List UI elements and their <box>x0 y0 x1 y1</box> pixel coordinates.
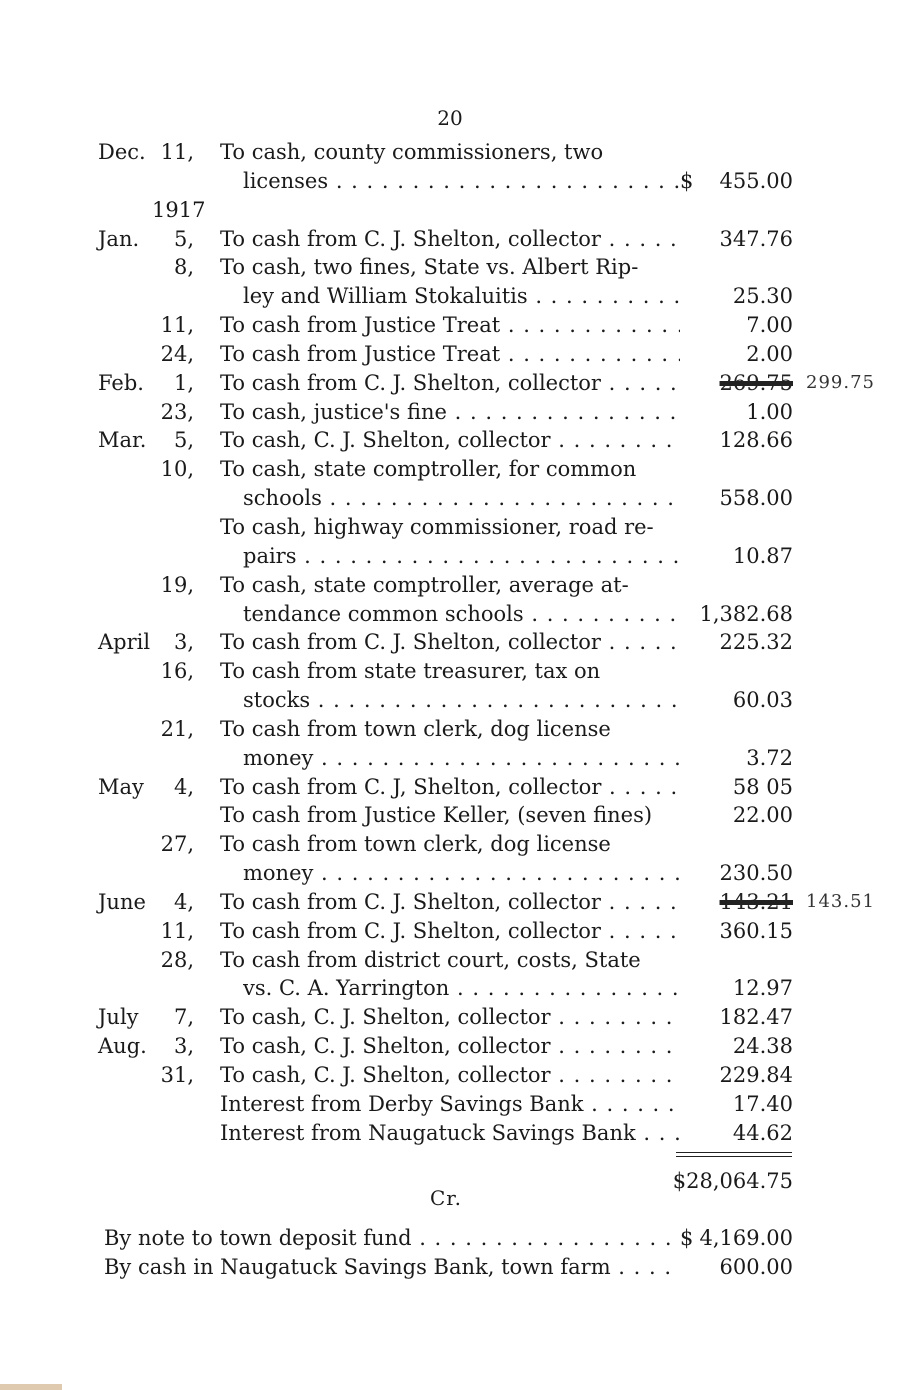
struck-amount: 269.75 <box>719 370 793 395</box>
credit-description: By cash in Naugatuck Savings Bank, town farm . . . <box>104 1253 680 1282</box>
entry-description: To cash, state comptroller, for common <box>220 457 637 482</box>
entry-description: To cash from C. J. Shelton, collector . . . <box>220 369 680 398</box>
entry-description: To cash, C. J. Shelton, collector . . . <box>220 1003 680 1032</box>
ledger-row <box>96 715 886 744</box>
ledger-row <box>96 974 886 1003</box>
entry-day: 5, <box>173 226 194 251</box>
entry-description: To cash, state comptroller, average at- <box>220 572 629 597</box>
ledger-row <box>96 398 886 427</box>
ledger-row <box>96 138 886 167</box>
entry-amount: 347.76 <box>719 226 793 251</box>
entry-description: Interest from Naugatuck Savings Bank . . . <box>220 1119 680 1148</box>
entry-amount: 60.03 <box>732 688 793 713</box>
ledger-row <box>96 282 886 311</box>
ledger-row <box>96 1032 886 1061</box>
total-rule-bottom <box>676 1156 792 1157</box>
ledger-row <box>96 484 886 513</box>
entry-month: June <box>98 889 146 914</box>
ledger-row <box>96 513 886 542</box>
entry-month: Aug. <box>98 1034 147 1059</box>
entry-description: To cash from district court, costs, State <box>220 947 641 972</box>
ledger-row <box>96 340 886 369</box>
entry-month: Mar. <box>98 428 147 453</box>
page-edge-stain <box>0 1384 62 1390</box>
entry-amount: 2.00 <box>746 341 793 366</box>
entry-amount: 360.15 <box>719 918 793 943</box>
ledger-row <box>96 859 886 888</box>
entry-amount: 225.32 <box>719 630 793 655</box>
ledger-row <box>96 686 886 715</box>
entry-day: 4, <box>173 889 194 914</box>
entry-amount: 17.40 <box>732 1091 793 1116</box>
entry-month: April <box>98 630 151 655</box>
struck-amount: 143.21 <box>719 889 793 914</box>
ledger-row <box>96 657 886 686</box>
entry-day: 3, <box>173 630 194 655</box>
entry-day: 1, <box>173 370 194 395</box>
credit-row <box>96 1224 886 1253</box>
entry-description: To cash from C. J. Shelton, collector . . . <box>220 225 680 254</box>
credit-row <box>96 1253 886 1282</box>
entry-description: To cash, county commissioners, two <box>220 140 604 164</box>
ledger-row <box>96 196 886 225</box>
entry-day: 5, <box>173 428 194 453</box>
entry-description: Interest from Derby Savings Bank . . . <box>220 1090 680 1119</box>
entry-description: tendance common schools . . . <box>243 600 680 629</box>
entry-month: May <box>98 774 144 799</box>
entry-description: vs. C. A. Yarrington . . . <box>243 974 680 1003</box>
ledger-row <box>96 1003 886 1032</box>
entry-description: To cash, highway commissioner, road re- <box>220 514 654 539</box>
entry-description: To cash from Justice Keller, (seven fines) <box>220 803 653 828</box>
ledger-row <box>96 369 886 398</box>
credit-amount: 4,169.00 <box>699 1226 793 1250</box>
entry-day: 4, <box>173 774 194 799</box>
entry-description: To cash from town clerk, dog license <box>220 716 611 741</box>
entry-day: 27, <box>160 832 194 857</box>
entry-day: 19, <box>160 572 194 597</box>
entry-day: 31, <box>160 1063 194 1087</box>
entry-description: money . . . <box>243 859 680 888</box>
entry-description: money . . . <box>243 744 680 773</box>
entry-amount: 558.00 <box>719 486 793 511</box>
entry-amount: 44.62 <box>732 1120 793 1145</box>
ledger-row <box>96 225 886 254</box>
entry-description: To cash, C. J. Shelton, collector . . . <box>220 1061 680 1090</box>
entry-amount: 128.66 <box>719 428 793 453</box>
entry-day: 3, <box>173 1034 194 1059</box>
entry-day: 10, <box>160 457 194 482</box>
ledger-row <box>96 455 886 484</box>
entry-month: Dec. <box>98 140 146 164</box>
dollar-sign: $ <box>680 168 694 193</box>
entry-day: 16, <box>160 659 194 684</box>
ledger-row <box>96 542 886 571</box>
entry-description: To cash from C. J. Shelton, collector . . . <box>220 888 680 917</box>
handwritten-correction: 299.75 <box>806 371 875 393</box>
ledger-row <box>96 311 886 340</box>
entry-description: To cash from Justice Treat . . . <box>220 340 680 369</box>
entry-description: schools . . . <box>243 484 680 513</box>
entry-amount: 24.38 <box>732 1034 793 1059</box>
entry-amount: 7.00 <box>746 313 793 338</box>
ledger-row <box>96 253 886 282</box>
ledger-row <box>96 1090 886 1119</box>
entry-amount: 182.47 <box>719 1005 793 1030</box>
entry-day: 7, <box>173 1005 194 1030</box>
entry-amount: 230.50 <box>719 861 793 886</box>
entry-amount: 25.30 <box>732 284 793 309</box>
entry-description: To cash from C. J. Shelton, collector . . . <box>220 917 680 946</box>
entry-amount: 22.00 <box>732 803 793 828</box>
entry-description: stocks . . . <box>243 686 680 715</box>
entry-description: To cash, justice's fine . . . <box>220 398 680 427</box>
debit-entries <box>96 138 886 1193</box>
grand-total: $28,064.75 <box>672 1168 793 1193</box>
entry-amount: 10.87 <box>732 543 793 568</box>
entry-amount: 455.00 <box>719 168 793 193</box>
ledger-row <box>96 773 886 802</box>
ledger-row <box>96 801 886 830</box>
ledger-row <box>96 426 886 455</box>
ledger-row <box>96 628 886 657</box>
ledger-row <box>96 600 886 629</box>
entry-day: 8, <box>173 255 194 280</box>
entry-month: Feb. <box>98 370 144 395</box>
entry-day: 11, <box>160 140 194 164</box>
entry-amount: 58 05 <box>732 774 793 799</box>
entry-day: 11, <box>160 918 194 943</box>
entry-month: Jan. <box>98 226 140 251</box>
entry-description: To cash from town clerk, dog license <box>220 832 611 857</box>
entry-amount: 229.84 <box>719 1063 793 1087</box>
entry-amount: 3.72 <box>746 745 793 770</box>
entry-description: To cash, C. J. Shelton, collector . . . <box>220 426 680 455</box>
entry-month: July <box>98 1005 139 1030</box>
credit-description: By note to town deposit fund . . . <box>104 1224 680 1253</box>
entry-amount: 1,382.68 <box>699 601 793 626</box>
entry-description: To cash from Justice Treat . . . <box>220 311 680 340</box>
ledger-row <box>96 1119 886 1148</box>
entry-description: ley and William Stokaluitis . . . <box>243 282 680 311</box>
total-rule-top <box>676 1152 792 1153</box>
ledger-row <box>96 167 886 196</box>
ledger-row <box>96 571 886 600</box>
entry-amount: 1.00 <box>746 399 793 424</box>
year-heading: 1917 <box>152 197 206 222</box>
ledger-row <box>96 946 886 975</box>
entry-description: To cash from C. J, Shelton, collector . . . <box>220 773 680 802</box>
credit-heading: Cr. <box>429 1186 463 1210</box>
handwritten-correction: 143.51 <box>806 890 875 912</box>
credit-amount: 600.00 <box>719 1254 793 1279</box>
ledger-row <box>96 917 886 946</box>
credit-section <box>96 1186 886 1282</box>
ledger-row <box>96 888 886 917</box>
entry-day: 24, <box>160 341 194 366</box>
page-number: 20 <box>437 106 463 130</box>
ledger-row <box>96 830 886 859</box>
entry-day: 11, <box>160 313 194 338</box>
entry-day: 28, <box>160 947 194 972</box>
dollar-sign: $ <box>680 1226 694 1250</box>
entry-description: To cash from C. J. Shelton, collector . . . <box>220 628 680 657</box>
entry-description: To cash from state treasurer, tax on <box>220 659 601 684</box>
ledger-row <box>96 744 886 773</box>
ledger-row <box>96 1061 886 1090</box>
entry-description: To cash, C. J. Shelton, collector . . . <box>220 1032 680 1061</box>
entry-day: 21, <box>160 716 194 741</box>
credit-heading-row <box>96 1184 886 1213</box>
entry-description: To cash, two fines, State vs. Albert Rip- <box>220 255 639 280</box>
entry-description: licenses . . . <box>243 167 680 196</box>
entry-amount: 12.97 <box>732 976 793 1001</box>
entry-day: 23, <box>160 399 194 424</box>
entry-description: pairs . . . <box>243 542 680 571</box>
